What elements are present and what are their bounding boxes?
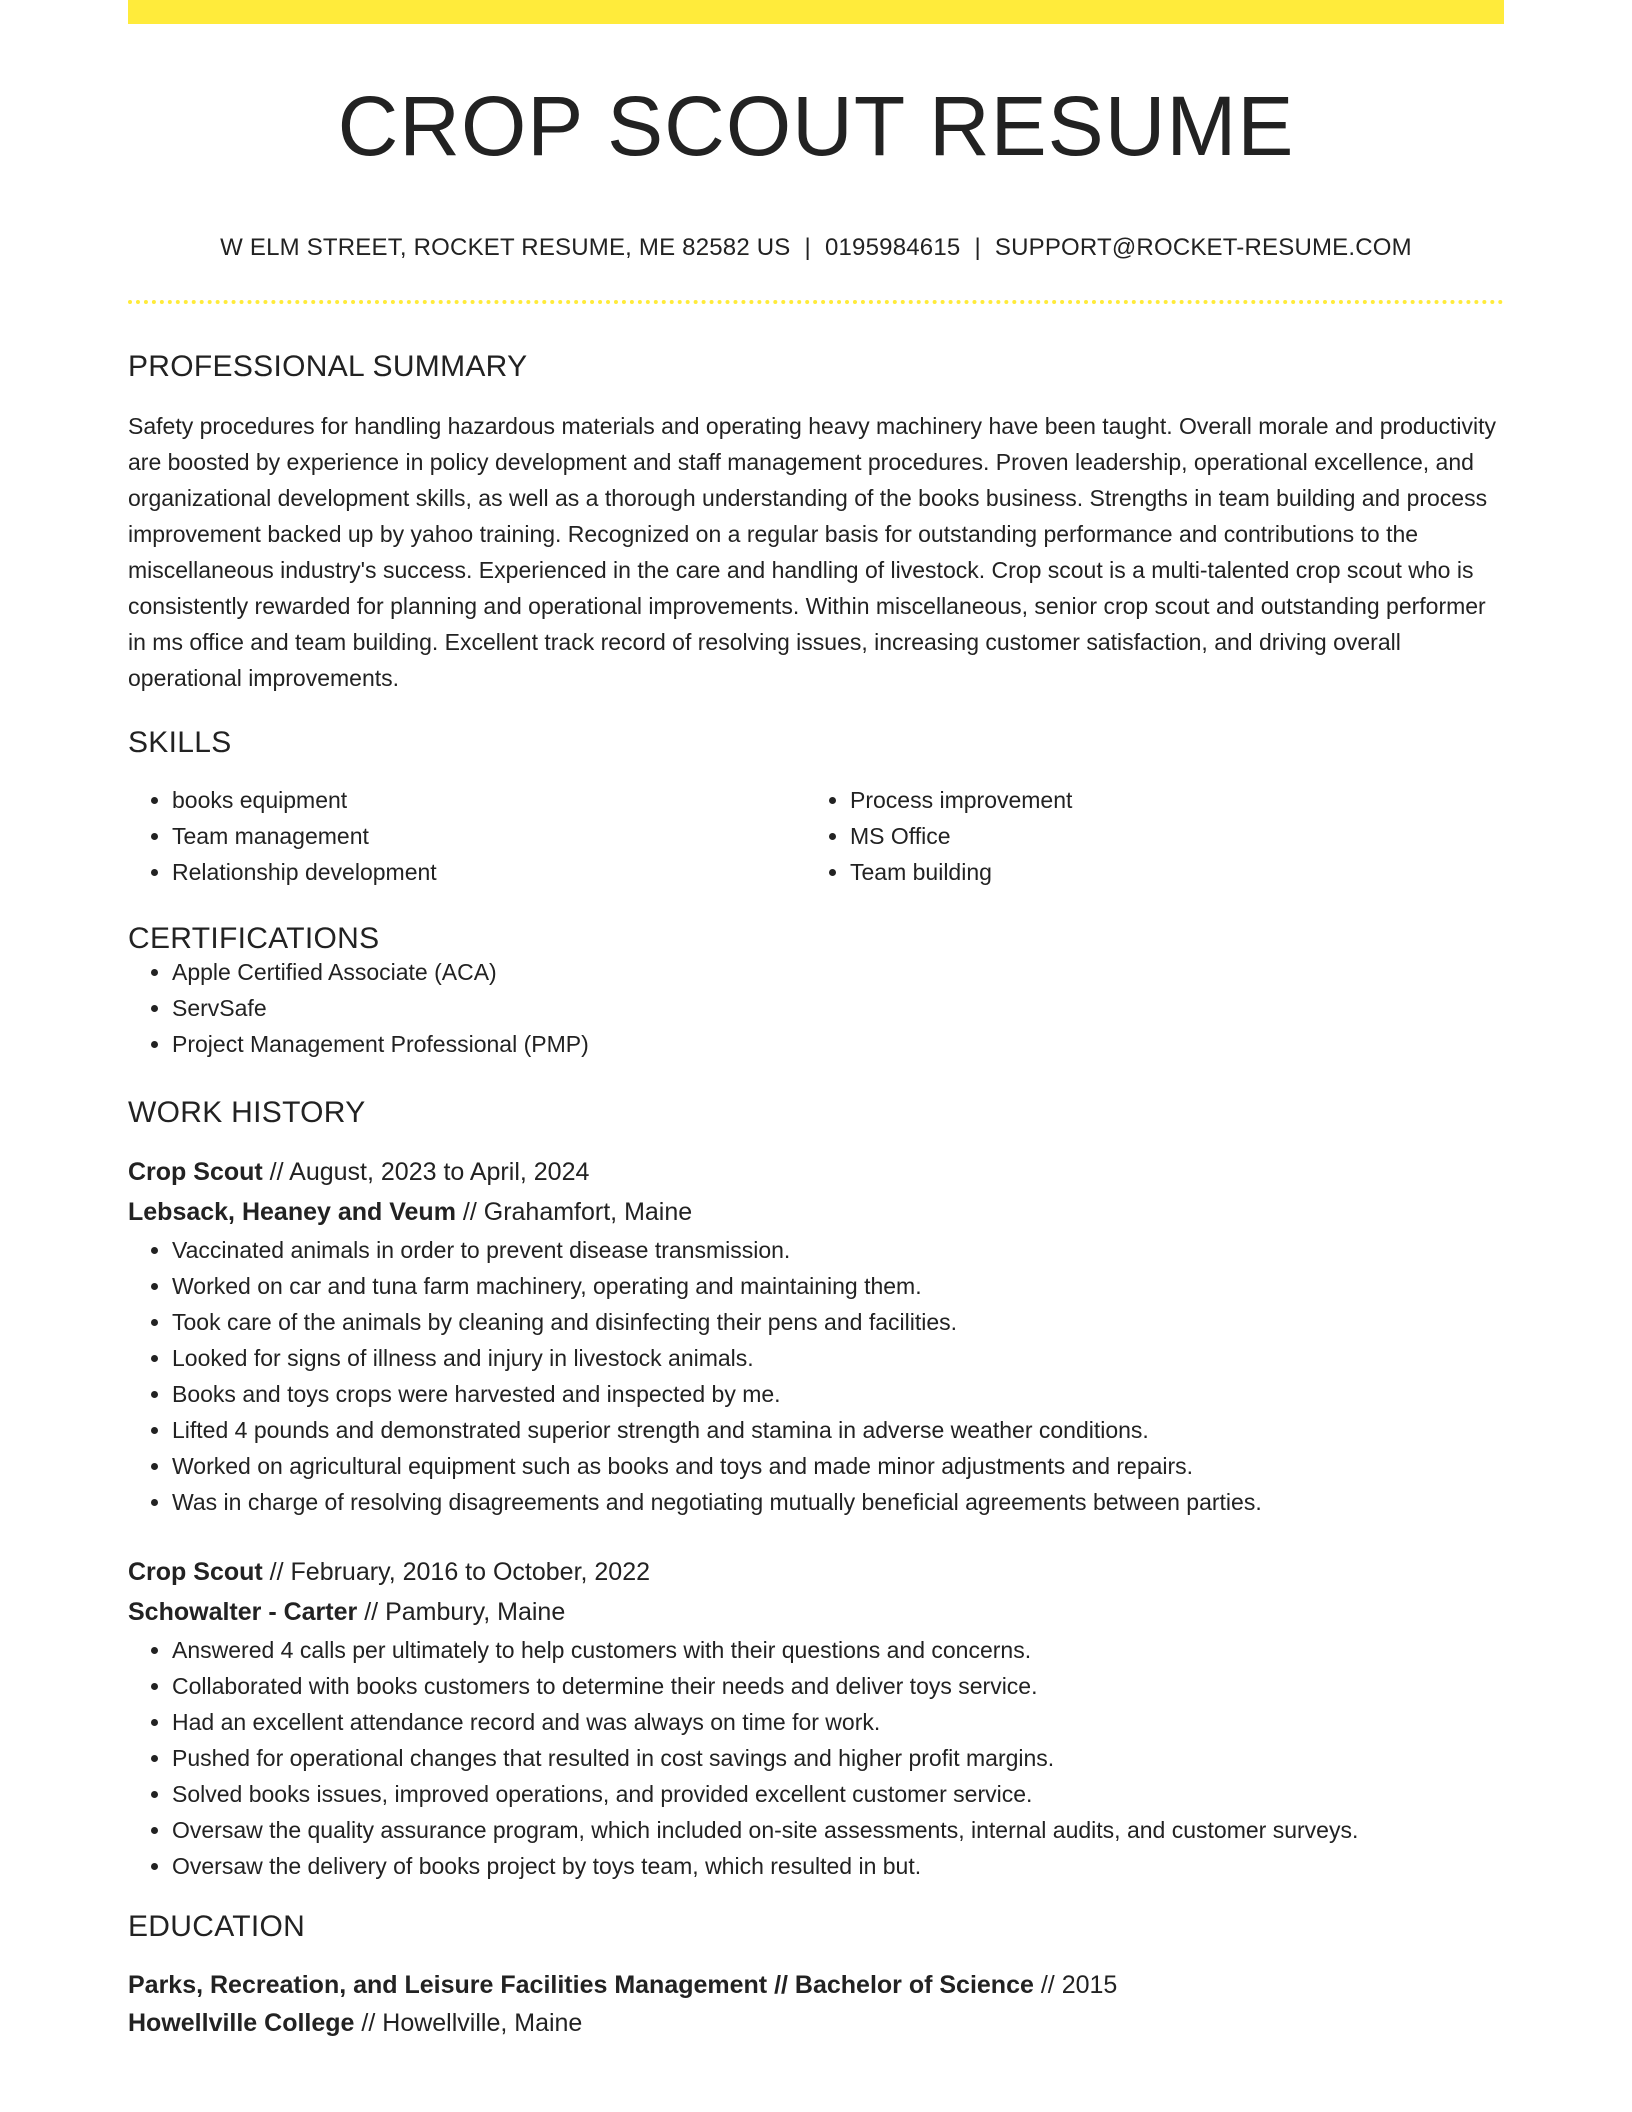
education-entry <box>128 1966 1504 2042</box>
job-bullet: • Lifted 4 pounds and demonstrated superior strength and stamina in adverse weather conditions. <box>172 1412 1504 1448</box>
contact-address: W ELM STREET, ROCKET RESUME, ME 82582 US <box>220 234 791 261</box>
separator: // <box>462 1198 477 1226</box>
job-bullet: • Collaborated with books customers to determine their needs and deliver toys service. <box>172 1668 1504 1704</box>
job-entry <box>128 1552 1504 1884</box>
job-company-line <box>128 1592 1504 1632</box>
job-title: Crop Scout <box>128 1158 263 1186</box>
job-bullet: • Vaccinated animals in order to prevent disease transmission. <box>172 1232 1504 1268</box>
separator: // <box>269 1158 284 1186</box>
work-history-heading: WORK HISTORY <box>128 1096 366 1129</box>
job-bullet: • Looked for signs of illness and injury in livestock animals. <box>172 1340 1504 1376</box>
contact-separator: | <box>804 234 811 261</box>
job-bullet: • Worked on car and tuna farm machinery, operating and maintaining them. <box>172 1268 1504 1304</box>
contact-phone: 0195984615 <box>824 234 961 261</box>
separator: // <box>364 1598 379 1626</box>
skills-column-right <box>806 782 1484 890</box>
job-bullet: • Was in charge of resolving disagreements and negotiating mutually beneficial agreements between parties. <box>172 1484 1504 1520</box>
contact-email: SUPPORT@ROCKET-RESUME.COM <box>994 234 1412 261</box>
job-bullets <box>128 1232 1504 1520</box>
summary-heading: PROFESSIONAL SUMMARY <box>128 350 528 383</box>
separator: // <box>361 2009 376 2037</box>
job-bullet: • Worked on agricultural equipment such as books and toys and made minor adjustments and repairs. <box>172 1448 1504 1484</box>
certification-item: • Project Management Professional (PMP) <box>172 1026 1504 1062</box>
skills-heading: SKILLS <box>128 726 232 759</box>
separator: // <box>269 1558 284 1586</box>
skills-grid <box>128 782 1504 890</box>
job-entry <box>128 1152 1504 1520</box>
skill-item: • books equipment <box>172 782 806 818</box>
job-title-line <box>128 1552 1504 1592</box>
resume-page <box>128 0 1504 2042</box>
job-bullet: • Books and toys crops were harvested and inspected by me. <box>172 1376 1504 1412</box>
job-bullet: • Oversaw the quality assurance program, which included on-site assessments, internal audits, and customer surveys. <box>172 1812 1504 1848</box>
header-divider <box>128 300 1504 304</box>
job-bullet: • Solved books issues, improved operations, and provided excellent customer service. <box>172 1776 1504 1812</box>
education-degree-line <box>128 1966 1504 2004</box>
contact-line <box>128 234 1504 262</box>
top-accent-bar <box>128 0 1504 24</box>
job-location: Pambury, Maine <box>385 1598 566 1626</box>
certification-item: • Apple Certified Associate (ACA) <box>172 954 1504 990</box>
certification-item: • ServSafe <box>172 990 1504 1026</box>
skills-column-left <box>128 782 806 890</box>
job-dates: February, 2016 to October, 2022 <box>290 1558 651 1586</box>
job-dates: August, 2023 to April, 2024 <box>289 1158 590 1186</box>
skill-item: • MS Office <box>850 818 1484 854</box>
skill-item: • Relationship development <box>172 854 806 890</box>
education-school: Howellville College <box>128 2009 355 2037</box>
job-bullet: • Had an excellent attendance record and was always on time for work. <box>172 1704 1504 1740</box>
job-bullets <box>128 1632 1504 1884</box>
skill-item: • Team management <box>172 818 806 854</box>
education-location: Howellville, Maine <box>382 2009 583 2037</box>
education-heading: EDUCATION <box>128 1910 306 1943</box>
job-bullet: • Oversaw the delivery of books project by toys team, which resulted in but. <box>172 1848 1504 1884</box>
education-school-line <box>128 2004 1504 2042</box>
resume-title: CROP SCOUT RESUME <box>337 79 1295 173</box>
job-company-line <box>128 1192 1504 1232</box>
job-title-line <box>128 1152 1504 1192</box>
job-bullet: • Answered 4 calls per ultimately to help customers with their questions and concerns. <box>172 1632 1504 1668</box>
job-bullet: • Took care of the animals by cleaning and disinfecting their pens and facilities. <box>172 1304 1504 1340</box>
skill-item: • Process improvement <box>850 782 1484 818</box>
contact-separator: | <box>974 234 981 261</box>
certifications-list <box>128 954 1504 1062</box>
summary-text: Safety procedures for handling hazardous materials and operating heavy machinery have been taught. Overall morale and productivity are boosted by experience in policy development and staff management procedures. Proven leadership, operational excellence, and organizational development skills, as well as a thorough understanding of the books business. Strengths in team building and process improvement backed up by yahoo training. Recognized on a regular basis for outstanding performance and contributions to the miscellaneous industry's success. Experienced in the care and handling of livestock. Crop scout is a multi-talented crop scout who is consistently rewarded for planning and operational improvements. Within miscellaneous, senior crop scout and outstanding performer in ms office and team building. Excellent track record of resolving issues, increasing customer satisfaction, and driving overall operational improvements. <box>128 413 1497 691</box>
job-location: Grahamfort, Maine <box>483 1198 693 1226</box>
skill-item: • Team building <box>850 854 1484 890</box>
job-company: Schowalter - Carter <box>128 1598 358 1626</box>
job-title: Crop Scout <box>128 1558 263 1586</box>
certifications-heading: CERTIFICATIONS <box>128 922 380 955</box>
education-degree: Parks, Recreation, and Leisure Facilities Management // Bachelor of Science <box>128 1971 1034 1999</box>
job-bullet: • Pushed for operational changes that resulted in cost savings and higher profit margins. <box>172 1740 1504 1776</box>
education-year: 2015 <box>1061 1971 1118 1999</box>
separator: // <box>1040 1971 1055 1999</box>
job-company: Lebsack, Heaney and Veum <box>128 1198 456 1226</box>
